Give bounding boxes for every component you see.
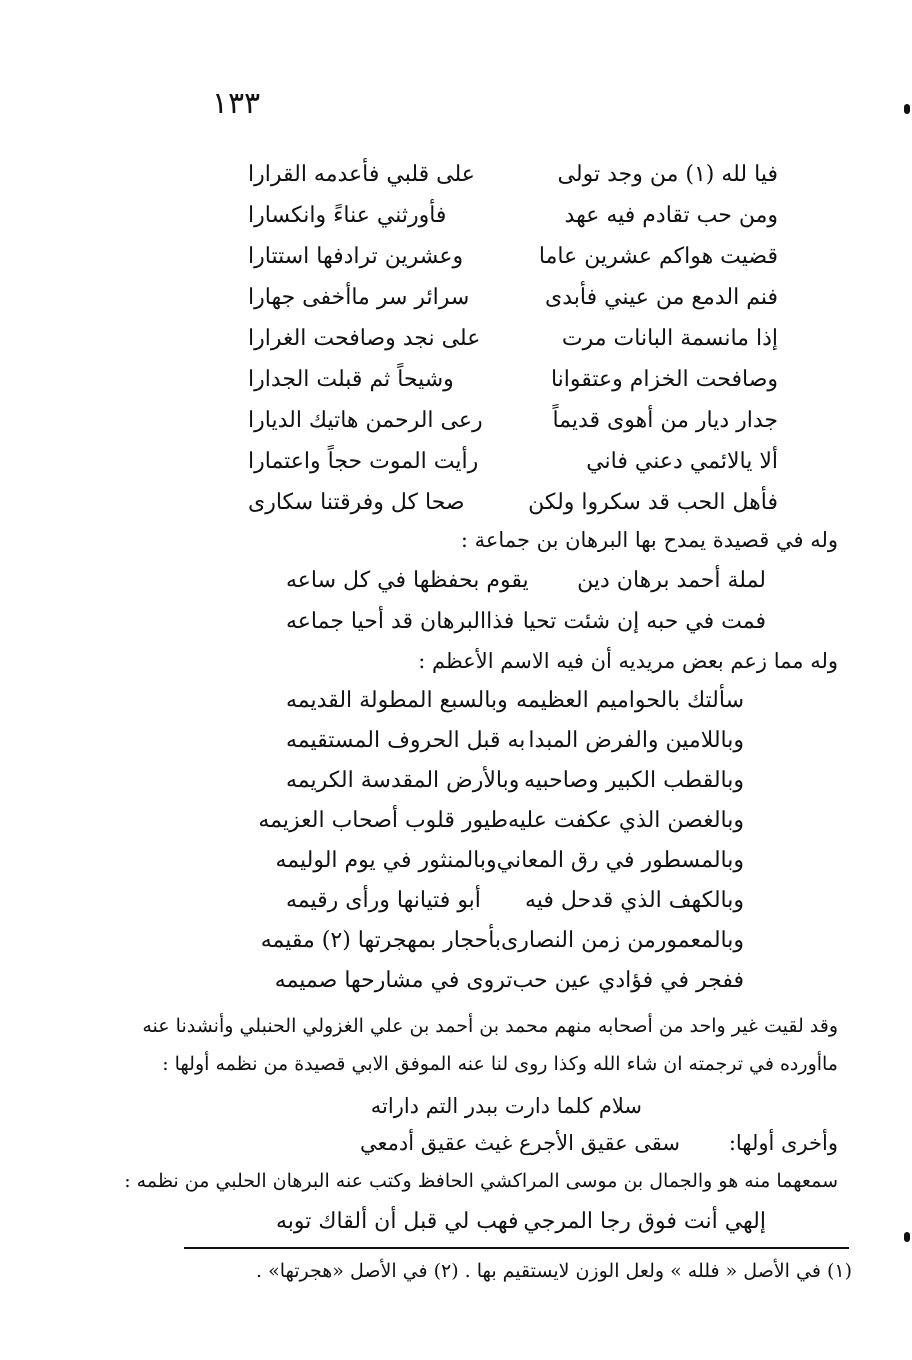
first-hemistich: فنم الدمع من عيني فأبدى [544, 285, 778, 310]
second-hemistich: وبالمنثور في يوم الوليمه [275, 848, 497, 873]
prose-line: سمعهما منه هو والجمال بن موسى المراكشي الحافظ وكتب عنه البرهان الحلبي من نظمه : [124, 1170, 838, 1192]
verse [286, 570, 766, 611]
first-hemistich: سألتك بالحواميم العظيمه [516, 688, 744, 713]
second-hemistich: وبالأرض المقدسة الكريمه [286, 768, 520, 793]
verse [275, 848, 744, 890]
first-hemistich: وباللامين والفرض المبدا [528, 728, 744, 753]
second-hemistich: به قبل الحروف المستقيمه [286, 728, 526, 753]
verse [286, 611, 766, 652]
last-verse [276, 1211, 766, 1241]
page-number: ١٣٣ [211, 86, 261, 121]
verse [286, 690, 744, 730]
first-hemistich: فيا لله (١) من وجد تولى [557, 162, 778, 187]
page-edge-mark [904, 1232, 910, 1242]
verse [274, 968, 744, 1010]
second-hemistich: يقوم بحفظها في كل ساعه [286, 568, 529, 593]
intro-line: وله في قصيدة يمدح بها البرهان بن جماعة : [460, 528, 838, 552]
prose-line: ماأورده في ترجمته ان شاء الله وكذا روى لنا عنه الموفق الابي قصيدة من نظمه أولها : [162, 1053, 838, 1075]
page-edge-mark [904, 104, 910, 114]
verse [248, 164, 778, 205]
second-hemistich: صحا كل وفرقتنا سكارى [248, 490, 465, 515]
verse-line: سلام كلما دارت ببدر التم داراته [370, 1094, 642, 1118]
second-hemistich: وعشرين ترادفها استتارا [248, 244, 464, 269]
poem-3 [258, 688, 744, 1010]
verse [248, 492, 778, 533]
second-hemistich: رأيت الموت حجاً واعتمارا [248, 449, 479, 474]
verse [258, 808, 744, 850]
footnote: (١) في الأصل « فلله » ولعل الوزن لايستقيم بها . (٢) في الأصل «هجرتها» . [255, 1260, 852, 1282]
intro-label: وأخرى أولها: [728, 1131, 838, 1155]
first-hemistich: ففجر في فؤادي عين حب [512, 968, 744, 993]
second-hemistich: رعى الرحمن هاتيك الديارا [248, 408, 483, 433]
second-hemistich: بأحجار بمهجرتها (٢) مقيمه [260, 928, 502, 953]
first-hemistich: فمت في حبه إن شئت تحيا [522, 609, 766, 634]
first-hemistich: قضيت هواكم عشرين عاما [538, 244, 778, 269]
first-hemistich: ألا يالائمي دعني فاني [586, 449, 778, 474]
poem-2 [286, 570, 766, 652]
poem-1 [248, 164, 778, 533]
second-hemistich: أبو فتيانها ورأى رقيمه [286, 888, 481, 913]
verse [248, 410, 778, 451]
second-hemistich: فأورثني عناءً وانكسارا [248, 203, 447, 228]
second-hemistich: فهب لي قبل أن ألقاك توبه [276, 1209, 519, 1234]
prose-line: وقد لقيت غير واحد من أصحابه منهم محمد بن أحمد بن علي الغزولي الحنبلي وأنشدنا عنه [142, 1015, 838, 1037]
verse [248, 369, 778, 410]
second-hemistich: فذاالبرهان قد أحيا جماعه [286, 609, 515, 634]
verse [286, 890, 744, 930]
verse [286, 730, 744, 770]
second-hemistich: وشيحاً ثم قبلت الجدارا [248, 367, 454, 392]
first-hemistich: إذا مانسمة البانات مرت [561, 326, 778, 351]
second-hemistich: على قلبي فأعدمه القرارا [248, 162, 475, 187]
first-hemistich: وبالمسطور في رق المعاني [496, 848, 744, 873]
verse-line: سقى عقيق الأجرع غيث عقيق أدمعي [359, 1131, 680, 1155]
first-hemistich: وبالمعمورمن زمن النصارى [501, 928, 744, 953]
intro-line: وله مما زعم بعض مريديه أن فيه الاسم الأعظم : [418, 649, 838, 673]
verse [248, 246, 778, 287]
first-hemistich: وصافحت الخزام وعتقوانا [550, 367, 778, 392]
first-hemistich: وبالغصن الذي عكفت عليه [507, 808, 744, 833]
verse [286, 770, 744, 810]
footnote-divider [184, 1247, 849, 1249]
second-hemistich: تروى في مشارحها صميمه [274, 968, 513, 993]
first-hemistich: وبالقطب الكبير وصاحبيه [524, 768, 744, 793]
first-hemistich: ومن حب تقادم فيه عهد [564, 203, 778, 228]
second-hemistich: على نجد وصافحت الغرارا [248, 326, 481, 351]
second-hemistich: طيور قلوب أصحاب العزيمه [258, 808, 508, 833]
second-hemistich: وبالسبع المطولة القديمه [286, 688, 508, 713]
verse [248, 205, 778, 246]
second-hemistich: سرائر سر ماأخفى جهارا [248, 285, 470, 310]
first-hemistich: وبالكهف الذي قدحل فيه [524, 888, 744, 913]
first-hemistich: فأهل الحب قد سكروا ولكن [528, 490, 778, 515]
first-hemistich: جدار ديار من أهوى قديماً [552, 408, 778, 433]
verse [276, 1211, 766, 1241]
first-hemistich: لملة أحمد برهان دين [577, 568, 766, 593]
first-hemistich: إلهي أنت فوق رجا المرجي [523, 1209, 766, 1234]
verse [248, 328, 778, 369]
verse [260, 928, 744, 970]
verse [248, 287, 778, 328]
verse [248, 451, 778, 492]
